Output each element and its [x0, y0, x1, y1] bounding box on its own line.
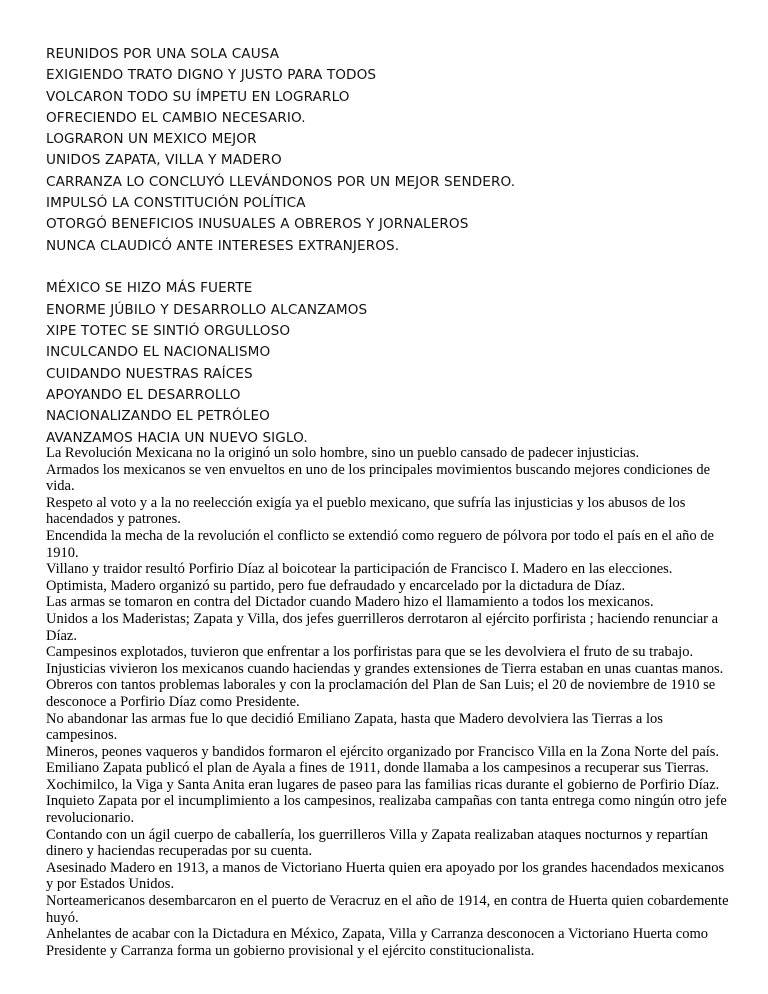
- poem-line: AVANZAMOS HACIA UN NUEVO SIGLO.: [46, 429, 308, 446]
- prose-paragraph: Xochimilco, la Viga y Santa Anita eran lugares de paseo para las familias ricas durante el gobierno de Porfirio Díaz.: [46, 776, 720, 793]
- prose-paragraph: Respeto al voto y a la no reelección exigía ya el pueblo mexicano, que sufría las injusticias y los abusos de los hacendados y patrones.: [46, 494, 686, 528]
- prose-paragraph: Las armas se tomaron en contra del Dictador cuando Madero hizo el llamamiento a todos los mexicanos.: [46, 594, 654, 611]
- poem-line: EXIGIENDO TRATO DIGNO Y JUSTO PARA TODOS: [46, 67, 377, 84]
- poem-line: NACIONALIZANDO EL PETRÓLEO: [46, 408, 270, 425]
- prose-paragraph: Inquieto Zapata por el incumplimiento a los campesinos, realizaba campañas con tanta entrega como ningún otro jefe revolucionario.: [46, 793, 727, 827]
- prose-paragraph: Mineros, peones vaqueros y bandidos formaron el ejército organizado por Francisco Villa en la Zona Norte del país.: [46, 743, 720, 760]
- prose-paragraph: Injusticias vivieron los mexicanos cuando haciendas y grandes extensiones de Tierra estaban en unas cuantas manos.: [46, 660, 724, 677]
- poem-line: OTORGÓ BENEFICIOS INUSUALES A OBREROS Y JORNALEROS: [46, 216, 469, 233]
- poem-line: ENORME JÚBILO Y DESARROLLO ALCANZAMOS: [46, 301, 368, 318]
- prose-paragraph: Contando con un ágil cuerpo de caballería, los guerrilleros Villa y Zapata realizaban ataques nocturnos y repartían dinero y haciendas recuperadas por su cuenta.: [46, 826, 708, 860]
- prose-paragraph: Asesinado Madero en 1913, a manos de Victoriano Huerta quien era apoyado por los grandes hacendados mexicanos y por Estados Unidos.: [46, 859, 725, 893]
- poem-line: IMPULSÓ LA CONSTITUCIÓN POLÍTICA: [46, 195, 306, 212]
- prose-paragraph: Unidos a los Maderistas; Zapata y Villa, dos jefes guerrilleros derrotaron al ejército porfirista ; haciendo renunciar a Díaz.: [46, 610, 719, 644]
- poem-line: INCULCANDO EL NACIONALISMO: [46, 344, 271, 361]
- prose-text: [46, 445, 732, 959]
- poem-line: CUIDANDO NUESTRAS RAÍCES: [46, 365, 253, 382]
- prose-paragraph: La Revolución Mexicana no la originó un solo hombre, sino un pueblo cansado de padecer injusticias.: [46, 445, 640, 461]
- prose-paragraph: Campesinos explotados, tuvieron que enfrentar a los porfiristas para que se les devolviera el fruto de su trabajo.: [46, 644, 694, 661]
- prose-paragraph: No abandonar las armas fue lo que decidió Emiliano Zapata, hasta que Madero devolviera las Tierras a los campesinos.: [46, 710, 663, 744]
- prose-paragraph: Emiliano Zapata publicó el plan de Ayala a fines de 1911, donde llamaba a los campesinos a recuperar sus Tierras.: [46, 760, 709, 777]
- poem-line: APOYANDO EL DESARROLLO: [46, 386, 241, 403]
- prose-paragraph: Norteamericanos desembarcaron en el puerto de Veracruz en el año de 1914, en contra de Huerta quien cobardemente huyó.: [46, 893, 729, 926]
- poem-line: CARRANZA LO CONCLUYÓ LLEVÁNDONOS POR UN MEJOR SENDERO.: [46, 173, 516, 190]
- poem-stanza-1: [46, 44, 746, 257]
- poem-line: OFRECIENDO EL CAMBIO NECESARIO.: [46, 109, 306, 126]
- poem-stanza-2: [46, 278, 746, 448]
- poem-line: XIPE TOTEC SE SINTIÓ ORGULLOSO: [46, 323, 291, 340]
- prose-paragraph: Armados los mexicanos se ven envueltos en uno de los principales movimientos buscando mejores condiciones de vida.: [46, 461, 711, 495]
- acrostic-poem: [46, 44, 746, 449]
- prose-paragraph: Encendida la mecha de la revolución el conflicto se extendió como reguero de pólvora por todo el país en el año de 1910.: [46, 527, 714, 561]
- prose-paragraph: Obreros con tantos problemas laborales y con la proclamación del Plan de San Luis; el 20 de noviembre de 1910 se desconoce a Porfirio Díaz como Presidente.: [46, 677, 716, 710]
- poem-line: REUNIDOS POR UNA SOLA CAUSA: [46, 46, 280, 62]
- prose-paragraph: Villano y traidor resultó Porfirio Díaz al boicotear la participación de Francisco I. Madero en las elecciones.: [46, 561, 673, 578]
- poem-line: LOGRARON UN MEXICO MEJOR: [46, 131, 257, 148]
- prose-paragraph: Optimista, Madero organizó su partido, pero fue defraudado y encarcelado por la dictadura de Díaz.: [46, 577, 626, 594]
- poem-line: MÉXICO SE HIZO MÁS FUERTE: [46, 280, 253, 297]
- poem-line: NUNCA CLAUDICÓ ANTE INTERESES EXTRANJEROS.: [46, 237, 400, 254]
- prose-paragraph: Anhelantes de acabar con la Dictadura en México, Zapata, Villa y Carranza desconocen a Victoriano Huerta como Presidente y Carranza forma un gobierno provisional y el ejército constitucionalista.: [46, 926, 709, 959]
- poem-line: UNIDOS ZAPATA, VILLA Y MADERO: [46, 152, 282, 169]
- poem-line: VOLCARON TODO SU ÍMPETU EN LOGRARLO: [46, 88, 350, 105]
